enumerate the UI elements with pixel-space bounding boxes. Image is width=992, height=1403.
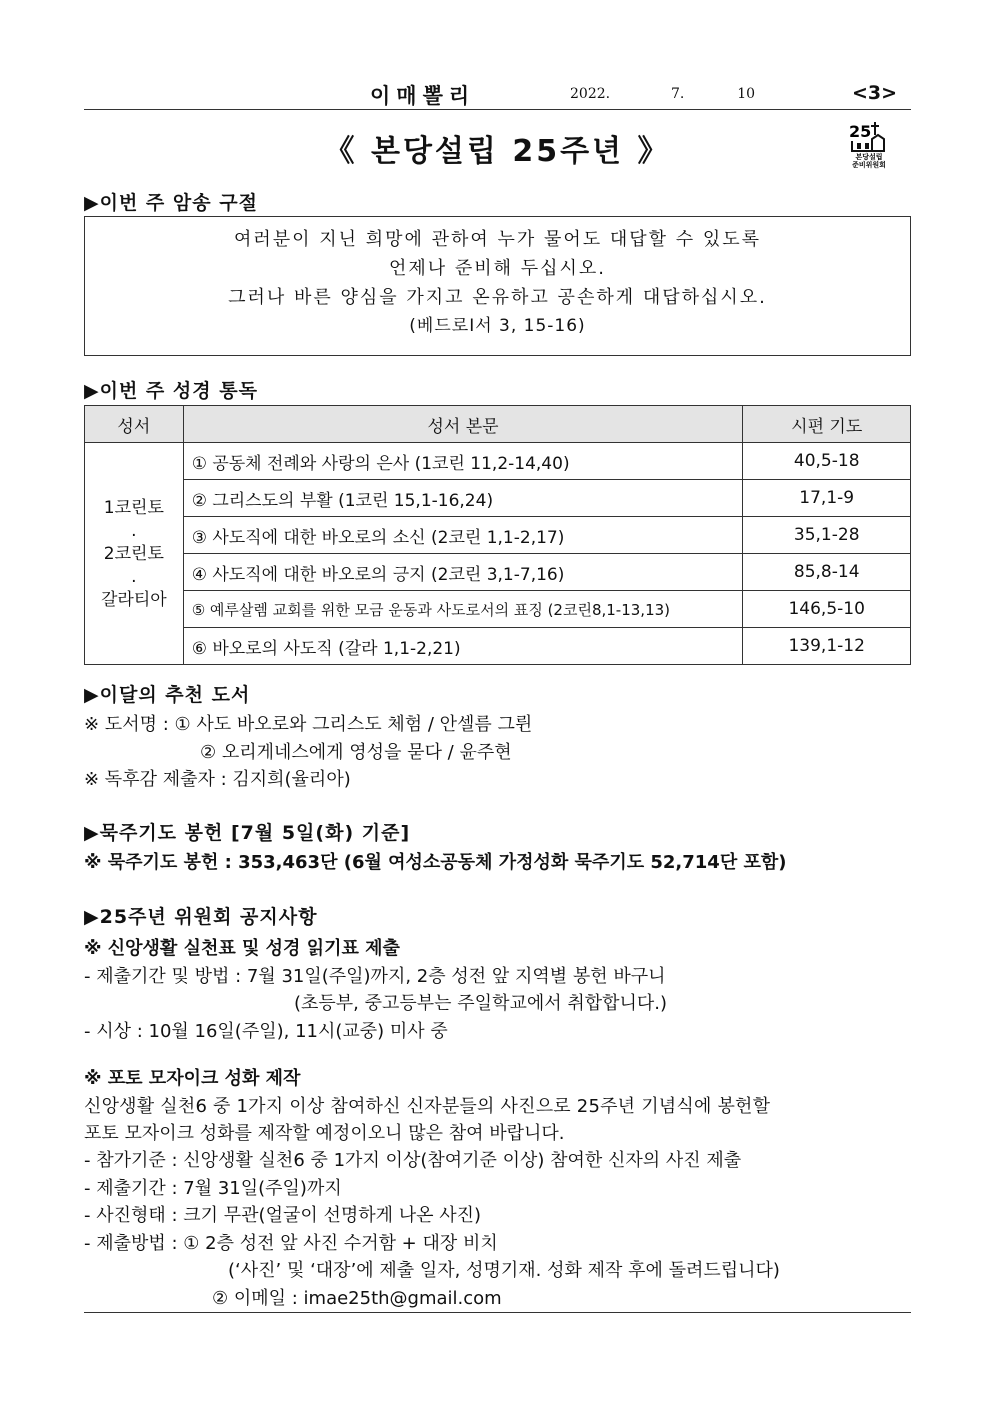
bottom-divider: [84, 1312, 911, 1313]
rosary-line: ※ 묵주기도 봉헌 : 353,463단 (6월 여성소공동체 가정성화 묵주기도 52,714단 포함): [84, 852, 787, 873]
book-line: .: [131, 520, 137, 541]
verse-line-1: 여러분이 지닌 희망에 관하여 누가 물어도 대답할 수 있도록: [233, 229, 762, 250]
column-header-psalm: 시편 기도: [743, 406, 911, 443]
table-row: [85, 554, 911, 591]
page-header: [84, 80, 911, 110]
table-header-row: [85, 406, 911, 443]
column-header-book: 성서: [85, 406, 184, 443]
psalm-text: 139,1-12: [743, 628, 911, 665]
table-row: [85, 517, 911, 554]
logo-line2: 준비위원회: [852, 161, 886, 169]
notice-sub2-line6: ② 이메일 : imae25th@gmail.com: [212, 1288, 502, 1309]
notice-sub1-line2: (초등부, 중고등부는 주일학교에서 취합합니다.): [294, 993, 668, 1014]
psalm-text: 35,1-28: [743, 517, 911, 554]
publication-name: 이매뽈리: [370, 84, 476, 108]
verse-reference: (베드로Ⅰ서 3, 15-16): [409, 316, 586, 336]
book-line: 갈라티아: [100, 589, 167, 610]
notice-sub2-line5: (‘사진’ 및 ‘대장’에 제출 일자, 성명기재. 성화 제작 후에 돌려드립니다): [228, 1260, 780, 1281]
book-line: 2코린토: [103, 543, 164, 564]
notice-heading: ▶25주년 위원회 공지사항: [84, 906, 318, 928]
notice-sub2-line3: - 사진형태 : 크기 무관(얼굴이 선명하게 나온 사진): [84, 1205, 482, 1226]
psalm-text: 146,5-10: [743, 591, 911, 628]
notice-sub2-line2: - 제출기간 : 7월 31일(주일)까지: [84, 1178, 342, 1199]
books-line-3: ※ 독후감 제출자 : 김지희(율리아): [84, 769, 351, 790]
memory-verse-box: [84, 216, 911, 356]
book-line: .: [131, 566, 137, 587]
notice-sub2-para1: 신앙생활 실천6 중 1가지 이상 참여하신 신자분들의 사진으로 25주년 기념식에 봉헌할: [84, 1096, 771, 1117]
notice-sub1: ※ 신앙생활 실천표 및 성경 읽기표 제출: [84, 938, 400, 959]
book-cell: [85, 443, 184, 665]
reading-text: ⑥ 바오로의 사도직 (갈라 1,1-2,21): [183, 628, 743, 665]
verse-line-2: 언제나 준비해 두십시오.: [388, 258, 607, 279]
reading-text: ① 공동체 전례와 사랑의 은사 (1코린 11,2-14,40): [183, 443, 743, 480]
memory-verse-heading: ▶이번 주 암송 구절: [84, 192, 258, 214]
notice-sub2-para2: 포토 모자이크 성화를 제작할 예정이오니 많은 참여 바랍니다.: [84, 1123, 565, 1144]
reading-text: ④ 사도직에 대한 바오로의 긍지 (2코린 3,1-7,16): [183, 554, 743, 591]
psalm-text: 85,8-14: [743, 554, 911, 591]
rosary-heading: ▶묵주기도 봉헌 [7월 5일(화) 기준]: [84, 822, 411, 844]
books-heading: ▶이달의 추천 도서: [84, 684, 251, 706]
psalm-text: 40,5-18: [743, 443, 911, 480]
logo-line1: 본당설립: [855, 153, 883, 161]
table-row: [85, 628, 911, 665]
column-header-text: 성서 본문: [183, 406, 743, 443]
book-line: 1코린토: [103, 497, 164, 518]
notice-sub2-line1: - 참가기준 : 신앙생활 실천6 중 1가지 이상(참여기준 이상) 참여한 신자의 사진 제출: [84, 1150, 742, 1171]
anniversary-logo: [840, 119, 898, 169]
date-month: 7.: [671, 86, 685, 102]
reading-text: ③ 사도직에 대한 바오로의 소신 (2코린 1,1-2,17): [183, 517, 743, 554]
notice-sub1-line3: - 시상 : 10월 16일(주일), 11시(교중) 미사 중: [84, 1021, 448, 1042]
notice-sub2-line4: - 제출방법 : ① 2층 성전 앞 사진 수거함 + 대장 비치: [84, 1233, 498, 1254]
bible-reading-heading: ▶이번 주 성경 통독: [84, 380, 258, 402]
date-year: 2022.: [570, 86, 611, 102]
page-title: 《 본당설립 25주년 》: [324, 134, 671, 169]
table-row: [85, 443, 911, 480]
table-row: [85, 480, 911, 517]
books-line-2: ② 오리게네스에게 영성을 묻다 / 윤주현: [200, 742, 512, 763]
books-line-1: ※ 도서명 : ① 사도 바오로와 그리스도 체험 / 안셀름 그륀: [84, 714, 533, 735]
reading-text: ② 그리스도의 부활 (1코린 15,1-16,24): [183, 480, 743, 517]
date-day: 10: [737, 86, 756, 102]
page-number: <3>: [851, 82, 897, 104]
table-row: [85, 591, 911, 628]
psalm-text: 17,1-9: [743, 480, 911, 517]
notice-sub2: ※ 포토 모자이크 성화 제작: [84, 1068, 301, 1089]
issue-date: [570, 86, 755, 102]
reading-text: ⑤ 예루살렘 교회를 위한 모금 운동과 사도로서의 표징 (2코린8,1-13,13): [183, 591, 743, 628]
notice-sub1-line1: - 제출기간 및 방법 : 7월 31일(주일)까지, 2층 성전 앞 지역별 봉헌 바구니: [84, 966, 666, 987]
bible-reading-table: [84, 405, 911, 665]
logo-number: 25: [849, 122, 872, 141]
verse-line-3: 그러나 바른 양심을 가지고 온유하고 공손하게 대답하십시오.: [228, 287, 767, 308]
